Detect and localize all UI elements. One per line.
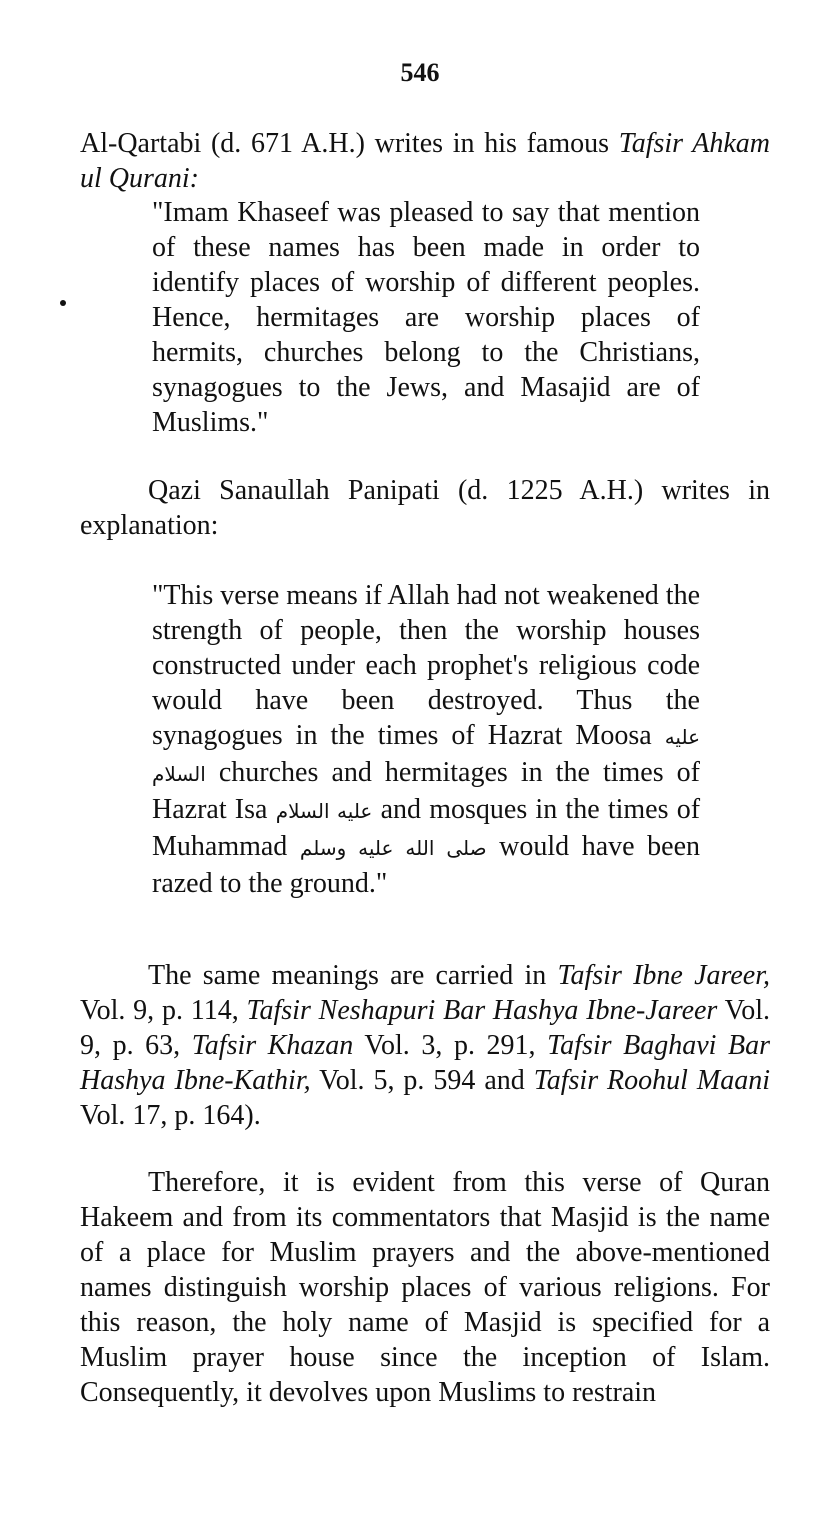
quote2-part1: "This verse means if Allah had not weakened the strength of people, then the worship houses constructed under each prophet's religious code would have been destroyed. Thus the synagogues in the times of Hazrat Moosa: [152, 580, 700, 751]
ref2-location: Vol. 9, p. 63,: [80, 995, 770, 1061]
ref1-location: Vol. 9, p. 114,: [80, 995, 247, 1026]
ref-intro: The same meanings are carried in: [148, 960, 558, 991]
intro-paragraph: [80, 126, 770, 196]
intro-book-title: Tafsir Ahkam ul Qurani:: [80, 128, 770, 194]
honorific-isa: عليه السلام: [275, 799, 373, 823]
page-number: 546: [400, 58, 440, 87]
ref1-title: Tafsir Ibne Jareer,: [557, 960, 770, 991]
references-paragraph: [80, 958, 770, 1133]
quote2-part4: would have been razed to the ground.": [152, 831, 701, 899]
conclusion-paragraph: Therefore, it is evident from this verse of Quran Hakeem and from its commentators that Masjid is the name of a place for Muslim prayers and the above-mentioned names distinguish worship places of various religions. For this reason, the holy name of Masjid is specified for a Muslim prayer house since the inception of Islam. Consequently, it devolves upon Muslims to restrain: [80, 1167, 770, 1408]
ref5-title: Tafsir Roohul Maani: [533, 1065, 771, 1096]
ref3-location: Vol. 3, p. 291,: [353, 1030, 548, 1061]
quote-khaseef: "Imam Khaseef was pleased to say that mention of these names has been made in order to identify places of worship of different peoples. Hence, hermitages are worship places of hermits, churches belong to the Christians, synagogues to the Jews, and Masajid are of Muslims.": [152, 197, 700, 438]
ref5-location: Vol. 17, p. 164).: [80, 1100, 261, 1131]
qazi-paragraph: Qazi Sanaullah Panipati (d. 1225 A.H.) writes in explanation:: [80, 475, 770, 541]
ref2-title: Tafsir Neshapuri Bar Hashya Ibne-Jareer: [246, 995, 718, 1026]
honorific-moosa: عليه السلام: [152, 725, 701, 786]
quote2-part3: and mosques in the times of Muhammad: [152, 794, 701, 862]
quote-panipati: [152, 578, 700, 901]
ref4-title: Tafsir Baghavi Bar Hashya Ibne-Kathir,: [80, 1030, 771, 1096]
ref3-title: Tafsir Khazan: [191, 1030, 354, 1061]
honorific-muhammad: صلى الله عليه وسلم: [299, 836, 487, 860]
quote2-part2: churches and hermitages in the times of Hazrat Isa: [152, 757, 700, 825]
margin-mark: [60, 300, 66, 306]
ref4-location: Vol. 5, p. 594 and: [310, 1065, 534, 1096]
intro-text: Al-Qartabi (d. 671 A.H.) writes in his famous: [80, 128, 619, 159]
